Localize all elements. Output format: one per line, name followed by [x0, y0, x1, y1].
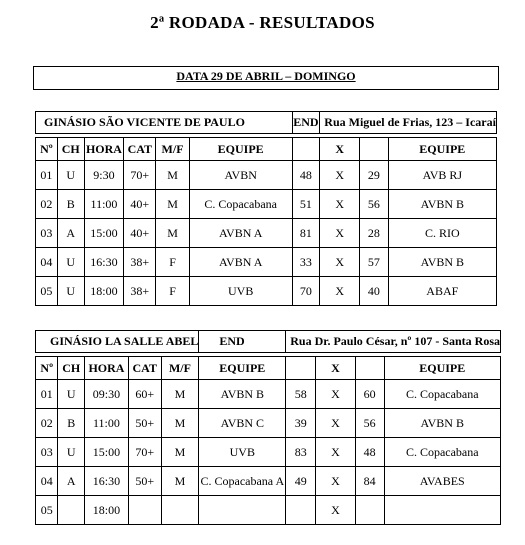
cell-cat: 38+	[124, 248, 156, 277]
cell-score-away: 84	[355, 467, 384, 496]
cell-number: 04	[36, 248, 58, 277]
cell-mf: F	[156, 248, 189, 277]
cell-hora: 15:00	[84, 219, 124, 248]
cell-equipe-away: C. Copacabana	[384, 438, 500, 467]
cell-cat: 50+	[128, 409, 161, 438]
column-header-equipe-home: EQUIPE	[199, 357, 286, 380]
column-header-score-away	[355, 357, 384, 380]
venue-1-address: Rua Miguel de Frias, 123 – Icaraí	[320, 112, 497, 134]
cell-number: 01	[36, 161, 58, 190]
cell-score-home: 39	[286, 409, 316, 438]
cell-score-away: 56	[360, 190, 388, 219]
cell-score-away: 60	[355, 380, 384, 409]
cell-hora: 11:00	[84, 190, 124, 219]
cell-mf: M	[161, 438, 199, 467]
cell-cat: 40+	[124, 190, 156, 219]
cell-x: X	[320, 190, 360, 219]
cell-ch: U	[57, 161, 84, 190]
cell-equipe-home	[199, 496, 286, 525]
cell-x: X	[316, 380, 356, 409]
column-header-cat: CAT	[128, 357, 161, 380]
cell-equipe-away	[384, 496, 500, 525]
cell-x: X	[316, 438, 356, 467]
cell-score-home: 70	[292, 277, 320, 306]
cell-equipe-home: C. Copacabana	[189, 190, 292, 219]
column-header-mf: M/F	[161, 357, 199, 380]
page-title: 2ª RODADA - RESULTADOS	[150, 13, 375, 32]
column-header-x: X	[316, 357, 356, 380]
cell-number: 05	[36, 496, 58, 525]
cell-number: 03	[36, 219, 58, 248]
cell-number: 03	[36, 438, 58, 467]
column-header-number: Nº	[36, 357, 58, 380]
cell-ch: B	[58, 409, 85, 438]
table-row	[36, 248, 497, 277]
cell-x: X	[316, 409, 356, 438]
table-row	[36, 277, 497, 306]
cell-cat: 50+	[128, 467, 161, 496]
cell-cat: 40+	[124, 219, 156, 248]
cell-equipe-home: UVB	[189, 277, 292, 306]
cell-score-home: 49	[286, 467, 316, 496]
table-row	[36, 161, 497, 190]
column-header-equipe-home: EQUIPE	[189, 138, 292, 161]
cell-score-away: 28	[360, 219, 388, 248]
cell-hora: 11:00	[85, 409, 129, 438]
cell-hora: 15:00	[85, 438, 129, 467]
cell-score-away: 29	[360, 161, 388, 190]
cell-equipe-away: AVBN B	[384, 409, 500, 438]
cell-score-home: 81	[292, 219, 320, 248]
cell-mf: M	[156, 161, 189, 190]
cell-score-away: 48	[355, 438, 384, 467]
column-header-x: X	[320, 138, 360, 161]
cell-equipe-home: AVBN B	[199, 380, 286, 409]
column-header-score-home	[286, 357, 316, 380]
cell-hora: 18:00	[84, 277, 124, 306]
column-header-number: Nº	[36, 138, 58, 161]
cell-ch: U	[58, 380, 85, 409]
cell-ch: U	[58, 438, 85, 467]
cell-hora: 16:30	[84, 248, 124, 277]
cell-cat	[128, 496, 161, 525]
column-header-ch: CH	[57, 138, 84, 161]
cell-score-away: 40	[360, 277, 388, 306]
cell-mf	[161, 496, 199, 525]
cell-mf: M	[156, 219, 189, 248]
cell-mf: M	[161, 409, 199, 438]
venue-1-name: GINÁSIO SÃO VICENTE DE PAULO	[36, 112, 293, 134]
column-header-score-home	[292, 138, 320, 161]
column-header-mf: M/F	[156, 138, 189, 161]
cell-x: X	[320, 219, 360, 248]
table-row	[36, 409, 501, 438]
cell-x: X	[320, 248, 360, 277]
cell-number: 05	[36, 277, 58, 306]
cell-mf: M	[156, 190, 189, 219]
cell-equipe-home: AVBN A	[189, 248, 292, 277]
cell-x: X	[320, 161, 360, 190]
cell-equipe-away: AVABES	[384, 467, 500, 496]
cell-score-away: 56	[355, 409, 384, 438]
cell-x: X	[316, 467, 356, 496]
cell-equipe-away: C. Copacabana	[384, 380, 500, 409]
column-header-equipe-away: EQUIPE	[388, 138, 496, 161]
cell-score-home: 83	[286, 438, 316, 467]
cell-equipe-away: AVBN B	[388, 248, 496, 277]
cell-hora: 9:30	[84, 161, 124, 190]
cell-equipe-home: AVBN C	[199, 409, 286, 438]
cell-mf: F	[156, 277, 189, 306]
cell-ch	[58, 496, 85, 525]
column-header-score-away	[360, 138, 388, 161]
date-line: DATA 29 DE ABRIL – DOMINGO	[176, 69, 356, 83]
table-row	[36, 496, 501, 525]
cell-number: 04	[36, 467, 58, 496]
column-header-ch: CH	[58, 357, 85, 380]
cell-ch: U	[57, 277, 84, 306]
cell-equipe-home: C. Copacabana A	[199, 467, 286, 496]
venue-2-address: Rua Dr. Paulo César, nº 107 - Santa Rosa	[286, 331, 501, 353]
cell-equipe-away: C. RIO	[388, 219, 496, 248]
cell-score-home: 33	[292, 248, 320, 277]
cell-equipe-home: AVBN A	[189, 219, 292, 248]
cell-equipe-home: UVB	[199, 438, 286, 467]
venue1-column-header-row	[36, 138, 497, 161]
cell-ch: U	[57, 248, 84, 277]
column-header-hora: HORA	[84, 138, 124, 161]
cell-ch: A	[57, 219, 84, 248]
cell-cat: 70+	[124, 161, 156, 190]
column-header-cat: CAT	[124, 138, 156, 161]
cell-score-home: 51	[292, 190, 320, 219]
cell-ch: A	[58, 467, 85, 496]
cell-score-home	[286, 496, 316, 525]
cell-number: 02	[36, 409, 58, 438]
cell-cat: 60+	[128, 380, 161, 409]
venue-2-table	[35, 330, 501, 525]
cell-equipe-home: AVBN	[189, 161, 292, 190]
cell-hora: 09:30	[85, 380, 129, 409]
venue-1-table	[35, 111, 497, 306]
cell-equipe-away: ABAF	[388, 277, 496, 306]
cell-x: X	[320, 277, 360, 306]
cell-ch: B	[57, 190, 84, 219]
cell-cat: 70+	[128, 438, 161, 467]
column-header-hora: HORA	[85, 357, 129, 380]
cell-cat: 38+	[124, 277, 156, 306]
table-row	[36, 190, 497, 219]
cell-mf: M	[161, 467, 199, 496]
venue2-column-header-row	[36, 357, 501, 380]
cell-mf: M	[161, 380, 199, 409]
venue-2-end-label: END	[199, 331, 286, 353]
cell-score-away	[355, 496, 384, 525]
table-row	[36, 380, 501, 409]
cell-hora: 16:30	[85, 467, 129, 496]
cell-number: 02	[36, 190, 58, 219]
cell-score-home: 48	[292, 161, 320, 190]
date-box	[33, 66, 499, 90]
table-row	[36, 219, 497, 248]
cell-x: X	[316, 496, 356, 525]
cell-score-home: 58	[286, 380, 316, 409]
cell-hora: 18:00	[85, 496, 129, 525]
cell-equipe-away: AVB RJ	[388, 161, 496, 190]
cell-score-away: 57	[360, 248, 388, 277]
venue-2-name: GINÁSIO LA SALLE ABEL	[36, 331, 199, 353]
cell-equipe-away: AVBN B	[388, 190, 496, 219]
table-row	[36, 438, 501, 467]
column-header-equipe-away: EQUIPE	[384, 357, 500, 380]
venue-1-end-label: END	[292, 112, 320, 134]
table-row	[36, 467, 501, 496]
cell-number: 01	[36, 380, 58, 409]
